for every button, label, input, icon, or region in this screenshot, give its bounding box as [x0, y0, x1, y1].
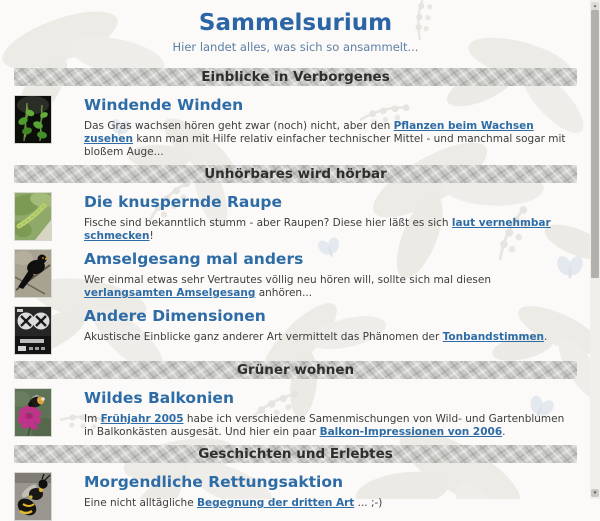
page-title: Sammelsurium — [198, 10, 393, 36]
inline-link[interactable]: verlangsamten Amselgesang — [84, 287, 256, 299]
section-heading: Grüner wohnen — [236, 362, 355, 378]
sections-container — [14, 68, 577, 521]
entry-body — [84, 192, 576, 243]
inline-link[interactable]: Balkon-Impressionen von 2006 — [319, 426, 503, 438]
list-item — [14, 192, 577, 243]
wasp-closeup-photo[interactable] — [14, 472, 52, 521]
entry-body — [84, 249, 576, 300]
entry-title-link[interactable]: Windende Winden — [84, 96, 244, 114]
blackbird-photo[interactable] — [14, 249, 52, 298]
scroll-down-icon[interactable]: ▾ — [591, 489, 599, 497]
text-segment: . — [544, 331, 548, 343]
entry-text — [84, 120, 576, 159]
entry-title-link[interactable]: Wildes Balkonien — [84, 389, 234, 407]
page-header — [14, 10, 577, 54]
section-heading: Geschichten und Erlebtes — [198, 446, 393, 462]
entry-text — [84, 331, 576, 344]
section-heading-band — [14, 165, 577, 183]
bee-on-flower-photo[interactable] — [14, 388, 52, 437]
text-segment: ! — [149, 230, 154, 242]
scroll-up-icon[interactable]: ▴ — [591, 2, 599, 10]
text-segment: Eine nicht alltägliche — [84, 497, 198, 509]
page-subtitle: Hier landet alles, was sich so ansammelt... — [172, 40, 419, 54]
entry-body — [84, 472, 576, 510]
section-heading: Unhörbares wird hörbar — [204, 166, 387, 182]
entry-text — [84, 274, 576, 300]
entry-body — [84, 306, 576, 344]
inline-link[interactable]: Tonbandstimmen — [442, 331, 545, 343]
text-segment: Fische sind bekanntlich stumm - aber Raupen? Diese hier läßt es sich — [84, 217, 452, 229]
tape-recorder-photo[interactable] — [14, 306, 52, 355]
list-item — [14, 306, 577, 355]
text-segment: . — [502, 426, 506, 438]
text-segment: Das Gras wachsen hören geht zwar (noch) nicht, aber den — [84, 120, 394, 132]
inline-link[interactable]: Frühjahr 2005 — [100, 413, 184, 425]
entry-body — [84, 388, 576, 439]
section-heading-band — [14, 361, 577, 379]
entry-title-link[interactable]: Morgendliche Rettungsaktion — [84, 473, 344, 491]
text-segment: anhören... — [255, 287, 313, 299]
section-heading-band — [14, 445, 577, 463]
section — [14, 165, 577, 355]
text-segment: ... ;-) — [354, 497, 383, 509]
text-segment: Wer einmal etwas sehr Vertrautes völlig neu hören will, sollte sich mal diesen — [84, 274, 492, 286]
text-segment: Akustische Einblicke ganz anderer Art vermittelt das Phänomen der — [84, 331, 443, 343]
scrollbar-thumb[interactable] — [591, 10, 599, 278]
entry-text — [84, 217, 576, 243]
entry-body — [84, 95, 576, 159]
entry-title-link[interactable]: Andere Dimensionen — [84, 307, 266, 325]
section — [14, 68, 577, 159]
caterpillar-leaves-photo[interactable] — [14, 192, 52, 241]
section — [14, 361, 577, 439]
text-segment: kann man mit Hilfe relativ einfacher technischer Mittel - und manchmal sogar mit bloßem Auge... — [84, 133, 566, 158]
section-heading: Einblicke in Verborgenes — [201, 69, 390, 85]
entry-title-link[interactable]: Die knuspernde Raupe — [84, 193, 283, 211]
list-item — [14, 388, 577, 439]
scrollbar[interactable] — [590, 0, 600, 499]
list-item — [14, 95, 577, 159]
text-segment: habe ich verschiedene Samenmischungen von Wild- und Gartenblumen in Balkonkästen ausgesät. Und hier ein paar — [84, 413, 565, 438]
section — [14, 445, 577, 521]
text-segment: Im — [84, 413, 101, 425]
inline-link[interactable]: Pflanzen beim Wachsen zusehen — [84, 120, 534, 145]
entry-title-link[interactable]: Amselgesang mal anders — [84, 250, 304, 268]
list-item — [14, 472, 577, 521]
inline-link[interactable]: laut vernehmbar schmecken — [84, 217, 551, 242]
inline-link[interactable]: Begegnung der dritten Art — [197, 497, 355, 509]
entry-text — [84, 413, 576, 439]
list-item — [14, 249, 577, 300]
twining-seedlings-photo[interactable] — [14, 95, 52, 144]
section-heading-band — [14, 68, 577, 86]
